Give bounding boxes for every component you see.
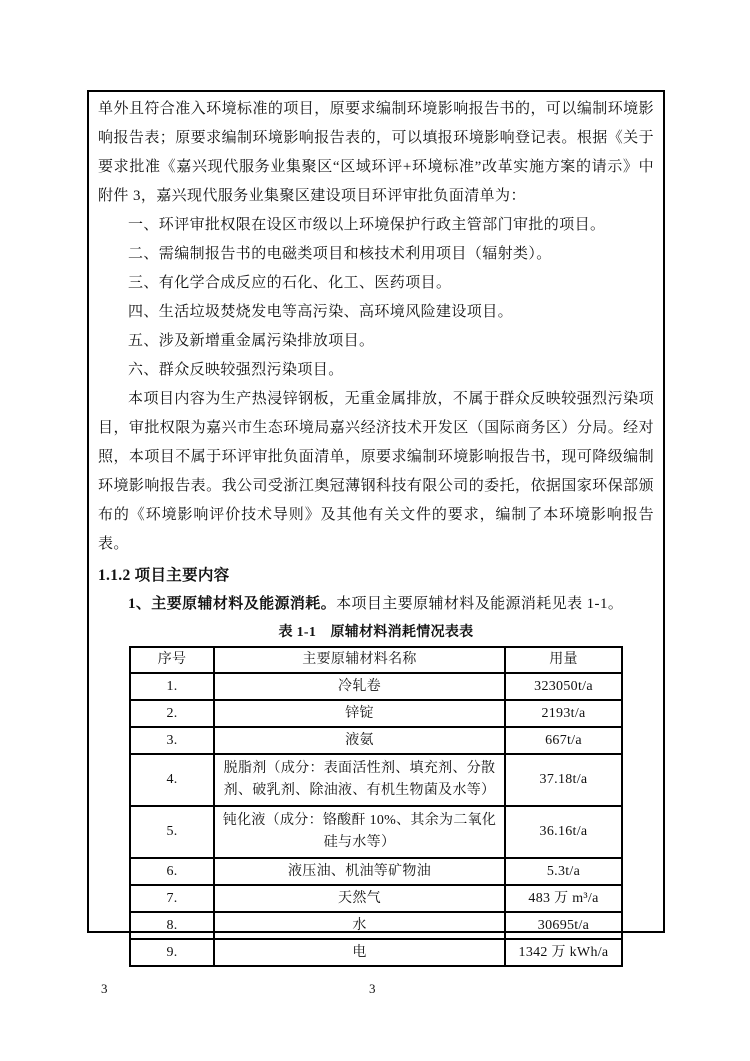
table-row bbox=[130, 939, 622, 966]
cell-amount: 483 万 m³/a bbox=[505, 885, 622, 912]
cell-index: 4. bbox=[130, 754, 214, 806]
cell-material: 冷轧卷 bbox=[214, 673, 505, 700]
cell-amount: 323050t/a bbox=[505, 673, 622, 700]
cell-index: 7. bbox=[130, 885, 214, 912]
cell-index: 1. bbox=[130, 673, 214, 700]
cell-amount: 36.16t/a bbox=[505, 806, 622, 858]
header-cell-amount: 用量 bbox=[505, 647, 622, 673]
cell-index: 6. bbox=[130, 858, 214, 885]
cell-index: 3. bbox=[130, 727, 214, 754]
table-row bbox=[130, 754, 622, 806]
cell-material: 钝化液（成分：铬酸酐 10%、其余为二氧化硅与水等） bbox=[214, 806, 505, 858]
materials-consumption-table bbox=[129, 646, 623, 967]
table-row bbox=[130, 885, 622, 912]
cell-material: 液氨 bbox=[214, 727, 505, 754]
cell-index: 8. bbox=[130, 912, 214, 939]
cell-material: 电 bbox=[214, 939, 505, 966]
list-item-4: 四、生活垃圾焚烧发电等高污染、高环境风险建设项目。 bbox=[128, 304, 514, 320]
cell-material: 液压油、机油等矿物油 bbox=[214, 858, 505, 885]
subsection-bold-label: 1、主要原辅材料及能源消耗。 bbox=[128, 596, 337, 612]
list-item-2: 二、需编制报告书的电磁类项目和核技术利用项目（辐射类）。 bbox=[128, 246, 552, 262]
cell-index: 9. bbox=[130, 939, 214, 966]
paragraph-project: 本项目内容为生产热浸锌钢板，无重金属排放，不属于群众反映较强烈污染项目，审批权限为嘉兴市生态环境局嘉兴经济技术开发区（国际商务区）分局。经对照，本项目不属于环评审批负面清单，原要求编制环境影响报告书，现可降级编制环境影响报告表。我公司受浙江奥冠薄钢科技有限公司的委托，依据国家环保部颁布的《环境影响评价技术导则》及其他有关文件的要求，编制了本环境影响报告表。 bbox=[98, 391, 654, 552]
cell-amount: 1342 万 kWh/a bbox=[505, 939, 622, 966]
list-item-5: 五、涉及新增重金属污染排放项目。 bbox=[128, 333, 375, 349]
list-item-1: 一、环评审批权限在设区市级以上环境保护行政主管部门审批的项目。 bbox=[128, 217, 606, 233]
page-number-left: 3 bbox=[101, 981, 108, 996]
table-row bbox=[130, 700, 622, 727]
cell-index: 2. bbox=[130, 700, 214, 727]
header-cell-material: 主要原辅材料名称 bbox=[214, 647, 505, 673]
subsection-text: 本项目主要原辅材料及能源消耗见表 1-1。 bbox=[336, 596, 624, 612]
table-row bbox=[130, 727, 622, 754]
table-caption: 表 1-1 原辅材料消耗情况表表 bbox=[278, 625, 474, 640]
cell-amount: 667t/a bbox=[505, 727, 622, 754]
page-number-center: 3 bbox=[369, 981, 376, 996]
list-item-3: 三、有化学合成反应的石化、化工、医药项目。 bbox=[128, 275, 452, 291]
cell-amount: 30695t/a bbox=[505, 912, 622, 939]
document-border-box bbox=[87, 90, 665, 960]
table-row bbox=[130, 912, 622, 939]
list-item-6: 六、群众反映较强烈污染项目。 bbox=[128, 362, 344, 378]
table-header-row bbox=[130, 647, 622, 673]
section-heading: 1.1.2 项目主要内容 bbox=[98, 567, 230, 584]
cell-material: 水 bbox=[214, 912, 505, 939]
cell-material: 天然气 bbox=[214, 885, 505, 912]
header-cell-index: 序号 bbox=[130, 647, 214, 673]
cell-index: 5. bbox=[130, 806, 214, 858]
paragraph-intro: 单外且符合准入环境标准的项目，原要求编制环境影响报告书的，可以编制环境影响报告表；原要求编制环境影响报告表的，可以填报环境影响登记表。根据《关于要求批准《嘉兴现代服务业集聚区“区域环评+环境标准”改革实施方案的请示》中附件 3，嘉兴现代服务业集聚区建设项目环评审批负面清单为： bbox=[98, 101, 654, 204]
table-row bbox=[130, 673, 622, 700]
cell-amount: 2193t/a bbox=[505, 700, 622, 727]
table-row bbox=[130, 806, 622, 858]
cell-material: 脱脂剂（成分：表面活性剂、填充剂、分散剂、破乳剂、除油液、有机生物菌及水等） bbox=[214, 754, 505, 806]
subsection-line bbox=[98, 590, 654, 619]
table-row bbox=[130, 858, 622, 885]
cell-amount: 5.3t/a bbox=[505, 858, 622, 885]
cell-amount: 37.18t/a bbox=[505, 754, 622, 806]
cell-material: 锌锭 bbox=[214, 700, 505, 727]
